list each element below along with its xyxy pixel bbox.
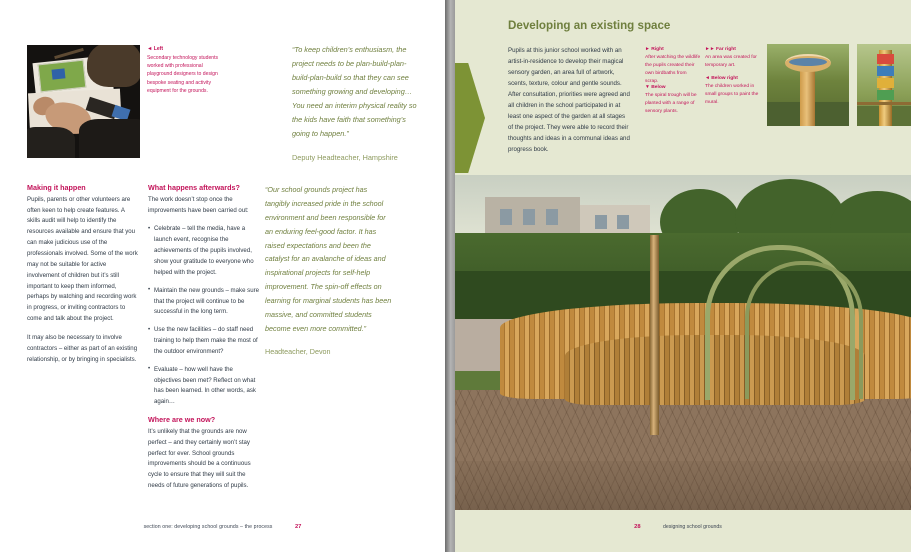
quote-text: “To keep children’s enthusiasm, the project needs to be plan-build-plan-build-plan-build so that they can see something growing and developing… You need an interim physical reality so the kids have faith that something’s going to happen.” — [292, 45, 417, 139]
caption-label: Left — [153, 46, 164, 52]
left-arrow-icon: ◄ — [147, 46, 153, 52]
photo-birdbath — [767, 44, 849, 126]
caption-right — [645, 46, 701, 86]
pull-quote-middle — [265, 183, 393, 359]
left-page-top-row — [27, 45, 417, 165]
page-title: Developing an existing space — [508, 19, 671, 32]
intro-paragraph: Pupils at this junior school worked with an artist-in-residence to develop their magical sensory garden, an area full of artwork, scents, texture, colour and gentle sounds. After consultation, priorities were agreed and all children in the school participated in at least one aspect of the garden at all stages of the project. They were able to record their thoughts and ideas in a communal ideas and progress book. — [508, 47, 630, 153]
page-number: 27 — [294, 524, 302, 530]
double-right-arrow-icon: ►► — [705, 47, 715, 52]
photo-sensory-garden — [445, 175, 911, 510]
photo-painted-post — [857, 44, 911, 126]
caption-heading — [147, 46, 163, 52]
paragraph: It’s unlikely that the grounds are now perfect – and they certainly won’t stay perfect for ever. School grounds improvements should be a continuous cycle to ensure that they will suit the needs of future generations of pupils. — [148, 427, 251, 490]
heading-where-are-we-now: Where are we now? — [148, 415, 216, 425]
bullet-list — [148, 224, 260, 408]
list-item: • Use the new facilities – do staff need training to help them make the most of the outdoor environment? — [148, 325, 260, 358]
photo-caption-left — [147, 45, 227, 95]
list-item: • Evaluate – how well have the objectives been met? Reflect on what has been learned. In other words, ask again… — [148, 365, 260, 408]
caption-label: Far right — [716, 47, 736, 52]
caption-far-right — [705, 46, 761, 70]
paragraph: It may also be necessary to involve contractors – either as part of an existing relationship, or by bringing in specialists. — [27, 333, 138, 363]
list-item: • Maintain the new grounds – make sure that the project will continue to be successful in the long term. — [148, 286, 260, 319]
footer-text: designing school grounds — [663, 524, 722, 530]
right-arrow-icon: ► — [645, 47, 650, 52]
right-page — [445, 0, 911, 552]
column-making-it-happen — [27, 183, 139, 373]
heading-making-it-happen: Making it happen — [27, 183, 86, 192]
caption-text: The spiral trough will be planted with a range of sensory plants. — [645, 92, 697, 114]
quote-text: “Our school grounds project has tangibly increased pride in the school environment and been responsible for an enduring feel-good factor. It has raised expectations and been the catalyst for an avalanche of ideas and inspirational projects for self-help improvement. The spin-off effects on learning for marginal students has been massive, and committed students become even more committed.” — [265, 185, 392, 333]
column-what-happens-afterwards — [148, 183, 260, 500]
book-gutter — [445, 0, 455, 552]
caption-below-right — [705, 75, 761, 107]
left-page — [0, 0, 445, 552]
footer-left — [0, 515, 445, 533]
caption-text: The children worked in small groups to paint the mural. — [705, 83, 759, 105]
left-arrow-icon: ◄ — [705, 76, 710, 81]
column-pull-quote — [265, 183, 393, 359]
quote-attribution: Deputy Headteacher, Hampshire — [292, 152, 398, 162]
caption-heading — [645, 85, 666, 90]
caption-heading — [705, 76, 738, 81]
caption-text: Secondary technology students worked with professional playground designers to design bespoke seating and activity equipment for the grounds. — [147, 54, 219, 94]
caption-text: After watching the wildlife the pupils created their own birdbaths from scrap. — [645, 54, 701, 84]
caption-label: Right — [651, 47, 664, 52]
caption-label: Below — [651, 85, 666, 90]
footer-text: section one: developing school grounds – the process — [143, 524, 273, 530]
caption-heading — [645, 47, 664, 52]
quote-attribution: Headteacher, Devon — [265, 346, 331, 356]
caption-heading — [705, 47, 736, 52]
down-arrow-icon: ▼ — [645, 85, 650, 90]
list-item: • Celebrate – tell the media, have a launch event, recognise the achievements of the pupils involved, show your gratitude to everyone who helped with the project. — [148, 224, 260, 278]
footer-right — [445, 515, 911, 533]
paragraph-intro: The work doesn’t stop once the improvements have been carried out: — [148, 195, 249, 214]
caption-label: Below right — [711, 76, 738, 81]
photo-design-session — [27, 45, 140, 158]
caption-below — [645, 84, 701, 116]
paragraph: Pupils, parents or other volunteers are often keen to help create features. A skills audit will help to identify the resources available and ensure that you can make judicious use of the professionals involved. Some of the work may not be suitable for active involvement of children but it’s still important to keep them informed, perhaps by watching and recording work in progress, or inviting contractors to come and talk about the project. — [27, 195, 138, 323]
caption-text: An area was created for temporary art. — [705, 54, 757, 68]
heading-what-happens-afterwards: What happens afterwards? — [148, 183, 240, 192]
pull-quote-top — [292, 43, 420, 165]
page-number: 28 — [634, 524, 641, 530]
